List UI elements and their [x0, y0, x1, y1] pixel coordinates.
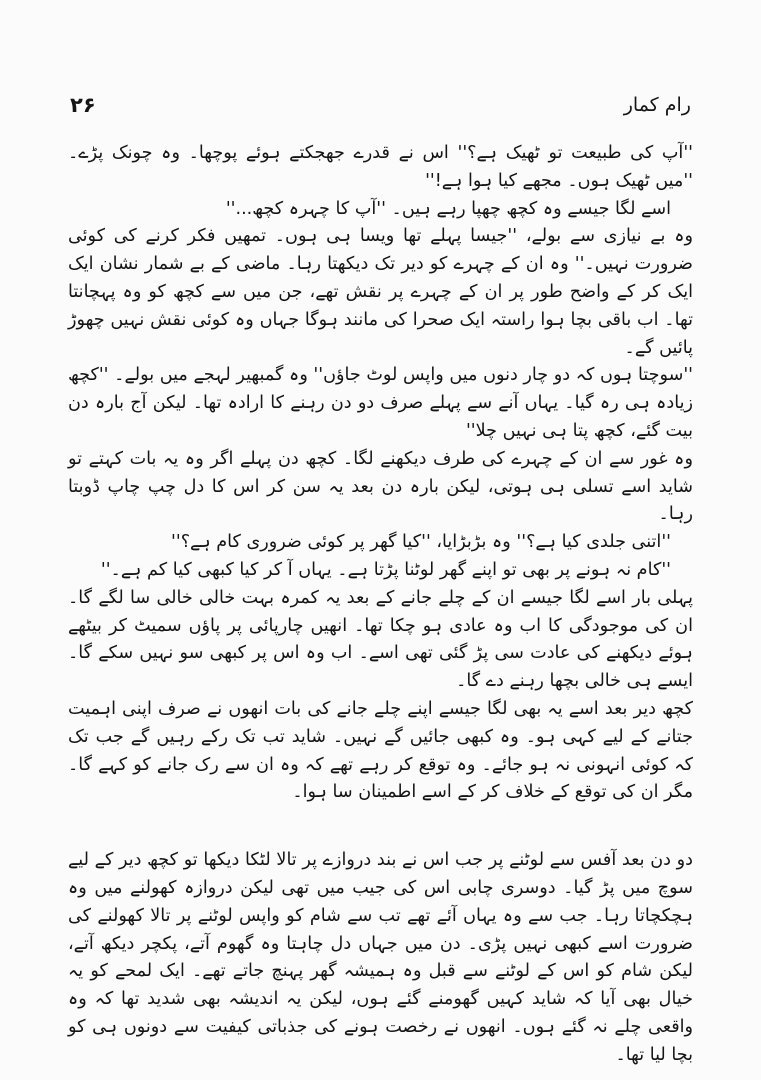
paragraph: ''اتنی جلدی کیا ہے؟'' وہ بڑبڑایا، ''کیا گھر پر کوئی ضروری کام ہے؟''	[171, 532, 671, 553]
page-header	[70, 88, 691, 122]
paragraph: کچھ دیر بعد اسے یہ بھی لگا جیسے اپنے چلے جانے کی بات انھوں نے صرف اپنی اہمیت جتانے کے لیے کہی ہو۔ وہ کبھی جائیں گے نہیں۔ شاید تب تک رکے رہیں گے جب تک کہ کوئی انہونی نہ ہو جائے۔ وہ توقع کر رہے تھے کہ وہ ان سے رک جانے کو کہے گا۔ مگر ان کی توقع کے خلاف کر کے اسے اطمینان سا ہوا۔	[68, 698, 693, 803]
paragraph: ''آپ کی طبیعت تو ٹھیک ہے؟'' اس نے قدرے جھجکتے ہوئے پوچھا۔ وہ چونک پڑے۔ ''میں ٹھیک ہوں۔ مجھے کیا ہوا ہے!''	[68, 143, 693, 191]
page-number: ۲۶	[70, 93, 96, 117]
paragraph: ''سوچتا ہوں کہ دو چار دنوں میں واپس لوٹ جاؤں'' وہ گمبھیر لہجے میں بولے۔ ''کچھ زیادہ ہی رہ گیا۔ یہاں آنے سے پہلے صرف دو دن رہنے کا ارادہ تھا۔ لیکن آج بارہ دن بیت گئے، کچھ پتا ہی نہیں چلا''	[68, 365, 693, 441]
paragraph: وہ غور سے ان کے چہرے کی طرف دیکھنے لگا۔ کچھ دن پہلے اگر وہ یہ بات کہتے تو شاید اسے تسلی ہی ہوتی، لیکن بارہ دن بعد یہ سن کر اس کا دل چپ چاپ ڈوبتا رہا۔	[68, 448, 693, 525]
paragraph: دو دن بعد آفس سے لوٹنے پر جب اس نے بند دروازے پر تالا لٹکا دیکھا تو کچھ دیر کے لیے سوچ میں پڑ گیا۔ دوسری چابی اس کی جیب میں تھی لیکن دروازہ کھولنے میں وہ ہچکچاتا رہا۔ جب سے وہ یہاں آئے تھے تب سے شام کو واپس لوٹنے پر تالا کھولنے کی ضرورت اسے کبھی نہیں پڑی۔ دن میں جہاں دل چاہتا وہ گھوم آتے، پکچر دیکھ آتے، لیکن شام کو اس کے لوٹنے سے قبل وہ ہمیشہ گھر پہنچ جاتے تھے۔ ایک لمحے کو یہ خیال بھی آیا کہ شاید کہیں گھومنے گئے ہوں، لیکن یہ اندیشہ بھی شدید تھا کہ وہ واقعی چلے نہ گئے ہوں۔ انھوں نے رخصت ہونے کی جذباتی کیفیت سے دونوں ہی کو بچا لیا تھا۔	[68, 850, 693, 1065]
page-body	[68, 140, 693, 1070]
paragraph: پہلی بار اسے لگا جیسے ان کے چلے جانے کے بعد یہ کمرہ بہت خالی خالی سا لگے گا۔ ان کی موجودگی کا اب وہ عادی ہو چکا تھا۔ انھیں چارپائی پر پاؤں سمیٹ کر بیٹھے ہوئے دیکھنے کی عادت سی پڑ گئی تھی اسے۔ اب وہ اس پر کبھی سو نہیں سکے گا۔ ایسے ہی خالی بچھا رہنے دے گا۔	[68, 587, 693, 692]
paragraph: وہ بے نیازی سے بولے، ''جیسا پہلے تھا ویسا ہی ہوں۔ تمھیں فکر کرنے کی کوئی ضرورت نہیں۔'' وہ ان کے چہرے کو دیر تک دیکھتا رہا۔ ماضی کے بے شمار نشان ایک ایک کر کے واضح طور پر ان کے چہرے پر نقش تھے، جن میں سے کچھ کو وہ پہچانتا تھا۔ اب باقی بچا ہوا راستہ ایک صحرا کی مانند ہوگا جہاں وہ کوئی نقش نہیں چھوڑ پائیں گے۔	[68, 226, 693, 358]
section-break	[68, 807, 693, 847]
paragraph: اسے لگا جیسے وہ کچھ چھپا رہے ہیں۔ ''آپ کا چہرہ کچھ...''	[225, 198, 671, 219]
running-title: رام کمار	[623, 94, 691, 116]
paragraph: ''کام نہ ہونے پر بھی تو اپنے گھر لوٹنا پڑتا ہے۔ یہاں آ کر کیا کبھی کیا کم ہے۔''	[100, 559, 671, 580]
